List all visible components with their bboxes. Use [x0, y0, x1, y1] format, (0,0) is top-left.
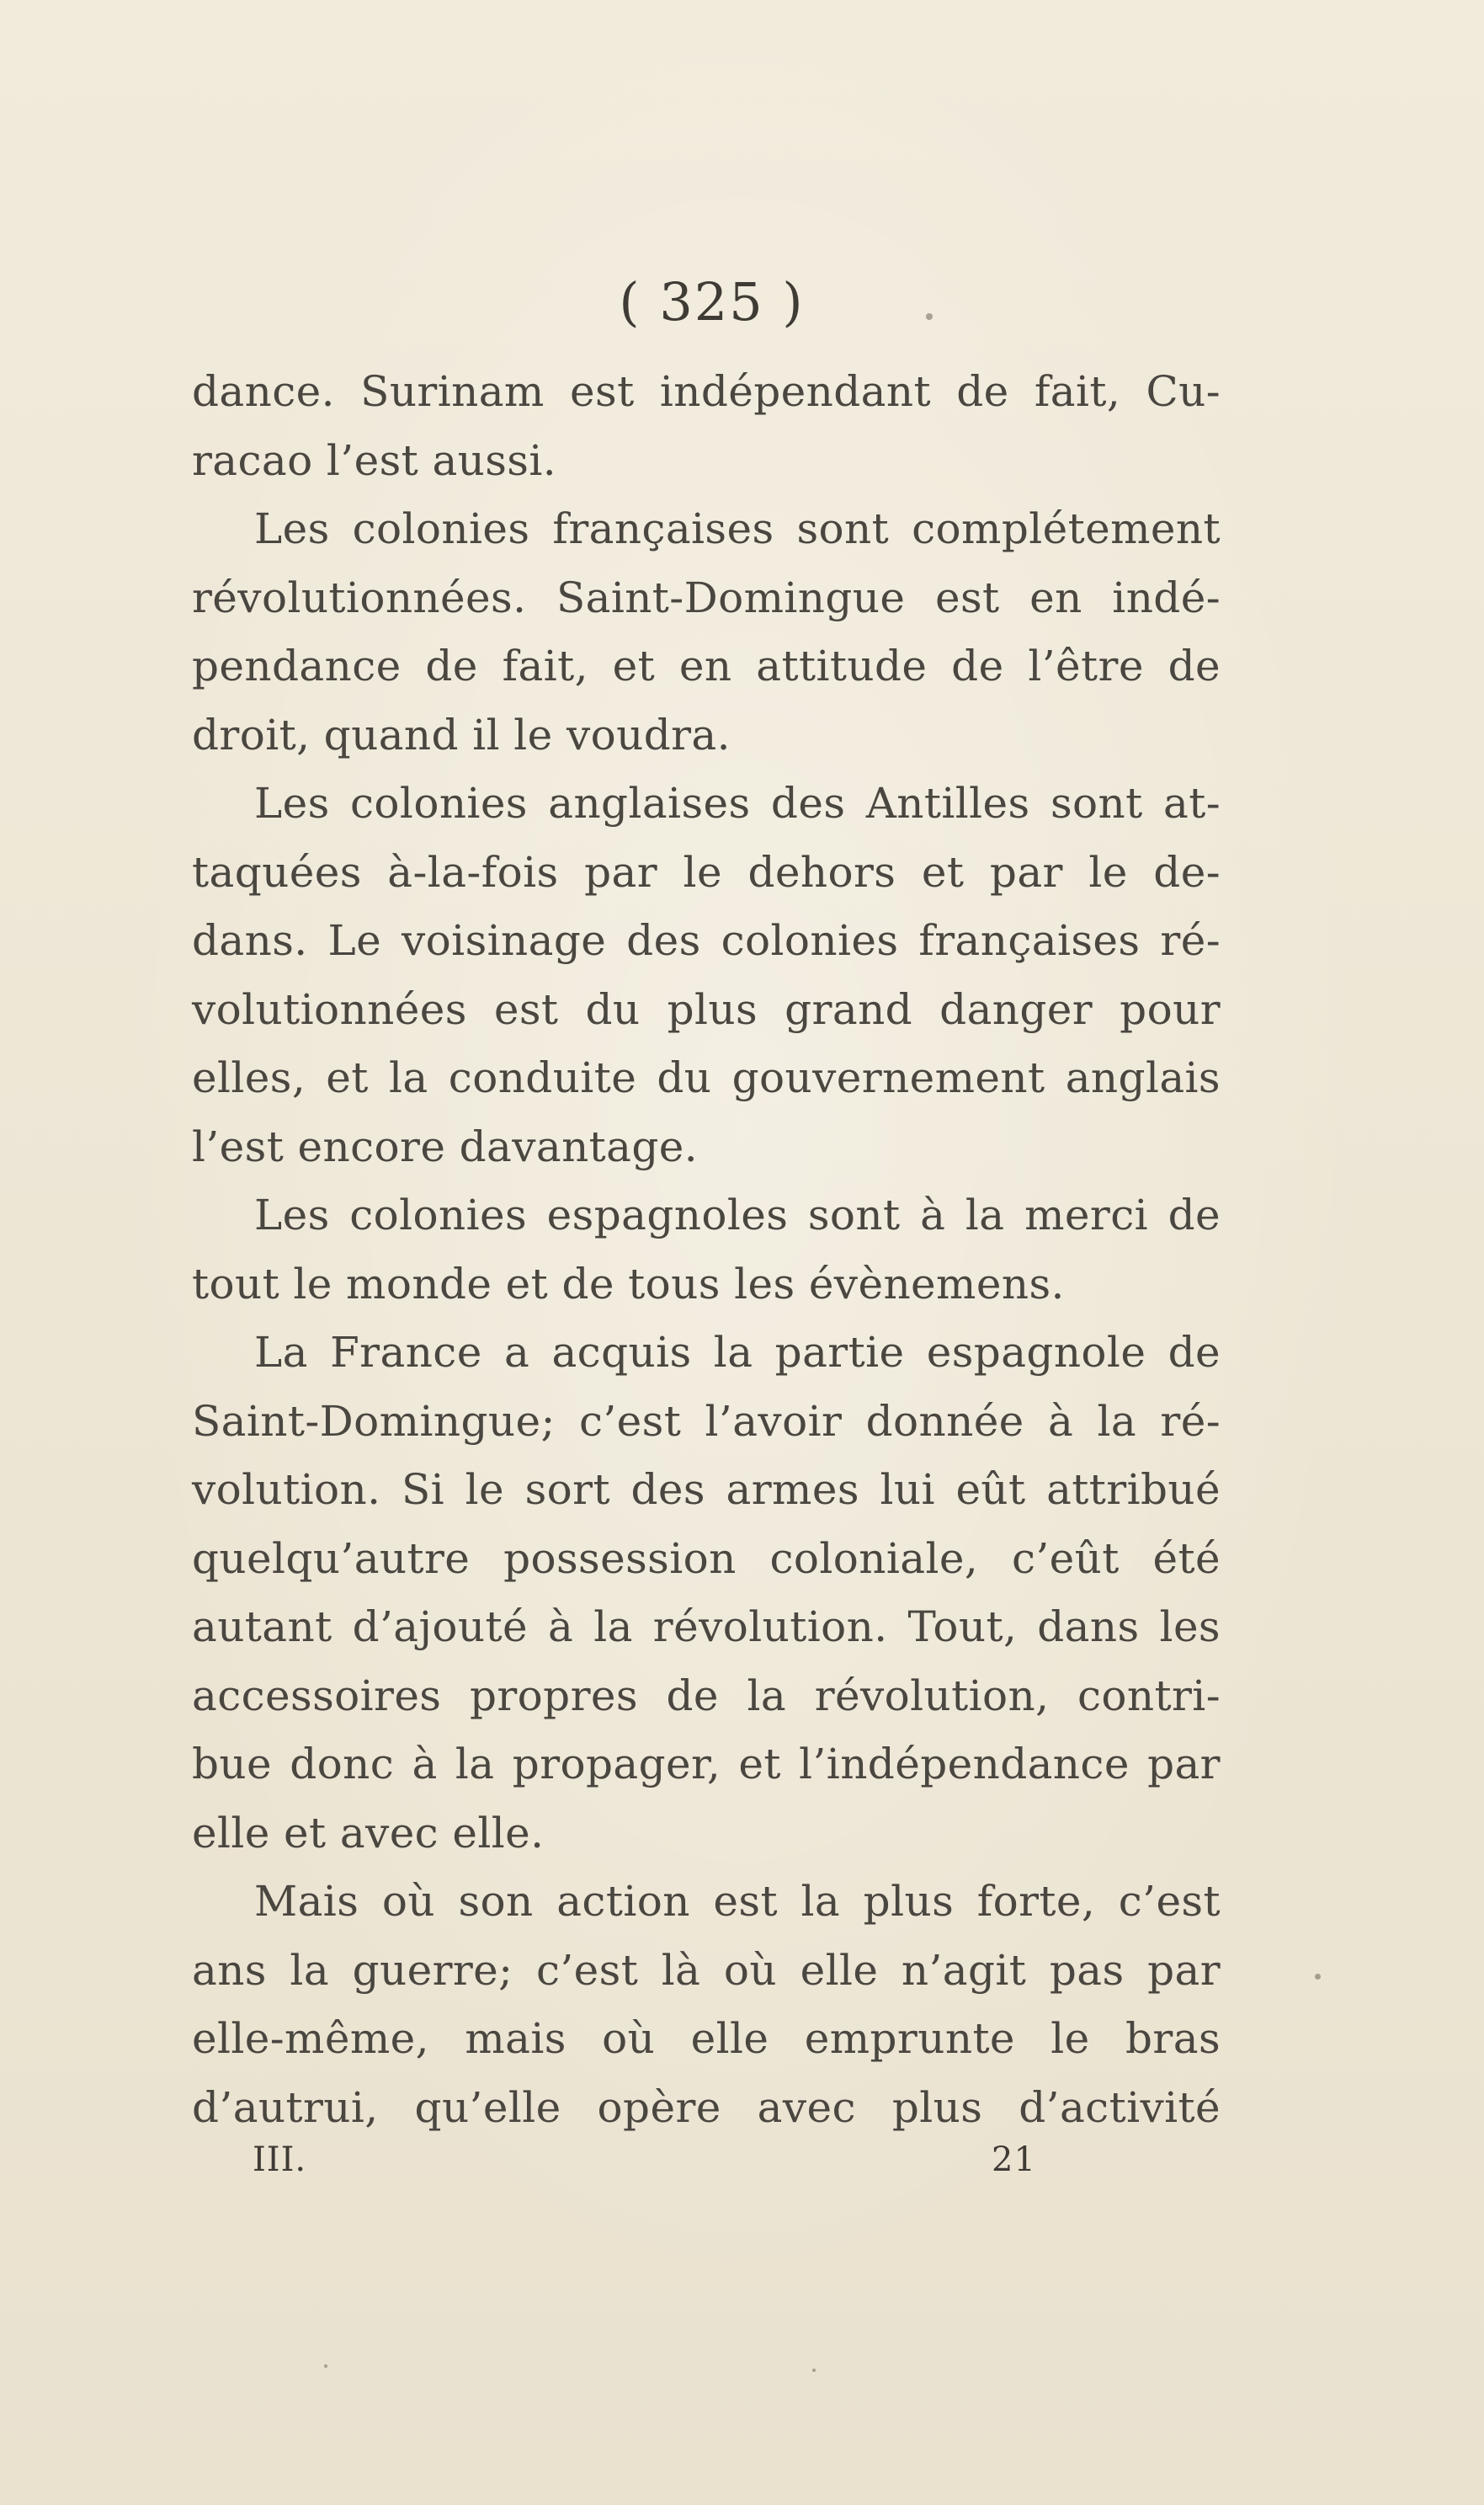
paragraph-first-line: Mais où son action est la plus forte, c’est — [254, 1877, 1221, 1926]
text-line: l’est encore davantage. — [192, 1122, 699, 1171]
text-line: ans la guerre; c’est là où elle n’agit pas par — [192, 1945, 1221, 1995]
paragraph-first-line: Les colonies françaises sont complétement — [254, 504, 1221, 553]
text-line: dance. Surinam est indépendant de fait, Cu- — [192, 367, 1221, 416]
page-header — [0, 271, 1484, 333]
text-line: tout le monde et de tous les évènemens. — [192, 1259, 1065, 1308]
text-line: pendance de fait, et en attitude de l’être de — [192, 642, 1221, 690]
paragraph-first-line: La France a acquis la partie espagnole de — [254, 1328, 1221, 1377]
signature-mark: 21 — [992, 2140, 1036, 2179]
text-line: dans. Le voisinage des colonies françaises ré- — [192, 916, 1221, 965]
paper-speck — [324, 2364, 327, 2368]
paper-speck — [926, 313, 933, 320]
text-line: quelqu’autre possession coloniale, c’eût été — [192, 1533, 1221, 1583]
text-line: volution. Si le sort des armes lui eût attribué — [192, 1465, 1221, 1514]
paragraph-first-line: Les colonies espagnoles sont à la merci de — [254, 1191, 1221, 1239]
paper-speck — [812, 2369, 816, 2372]
text-line: bue donc à la propager, et l’indépendance par — [192, 1740, 1221, 1788]
text-line: elles, et la conduite du gouvernement anglais — [192, 1053, 1221, 1102]
text-line: autant d’ajouté à la révolution. Tout, dans les — [192, 1602, 1221, 1651]
text-line: elle-même, mais où elle emprunte le bras — [192, 2014, 1221, 2063]
text-line: Saint-Domingue; c’est l’avoir donnée à la ré- — [192, 1396, 1221, 1446]
text-line: taquées à-la-fois par le dehors et par le de- — [192, 847, 1221, 897]
body-text — [192, 358, 1221, 2142]
text-line: elle et avec elle. — [192, 1808, 545, 1857]
paper-speck — [1315, 1974, 1321, 1980]
page-number: ( 325 ) — [619, 271, 805, 333]
text-line: accessoires propres de la révolution, contri- — [192, 1671, 1221, 1720]
text-line: révolutionnées. Saint-Domingue est en indé- — [192, 573, 1221, 622]
text-line: d’autrui, qu’elle opère avec plus d’activité — [192, 2082, 1221, 2132]
text-line: droit, quand il le voudra. — [192, 710, 731, 759]
text-line: racao l’est aussi. — [192, 435, 557, 485]
volume-marker: III. — [253, 2140, 307, 2179]
paragraph-first-line: Les colonies anglaises des Antilles sont at- — [254, 779, 1221, 828]
text-line: volutionnées est du plus grand danger pour — [192, 984, 1221, 1034]
